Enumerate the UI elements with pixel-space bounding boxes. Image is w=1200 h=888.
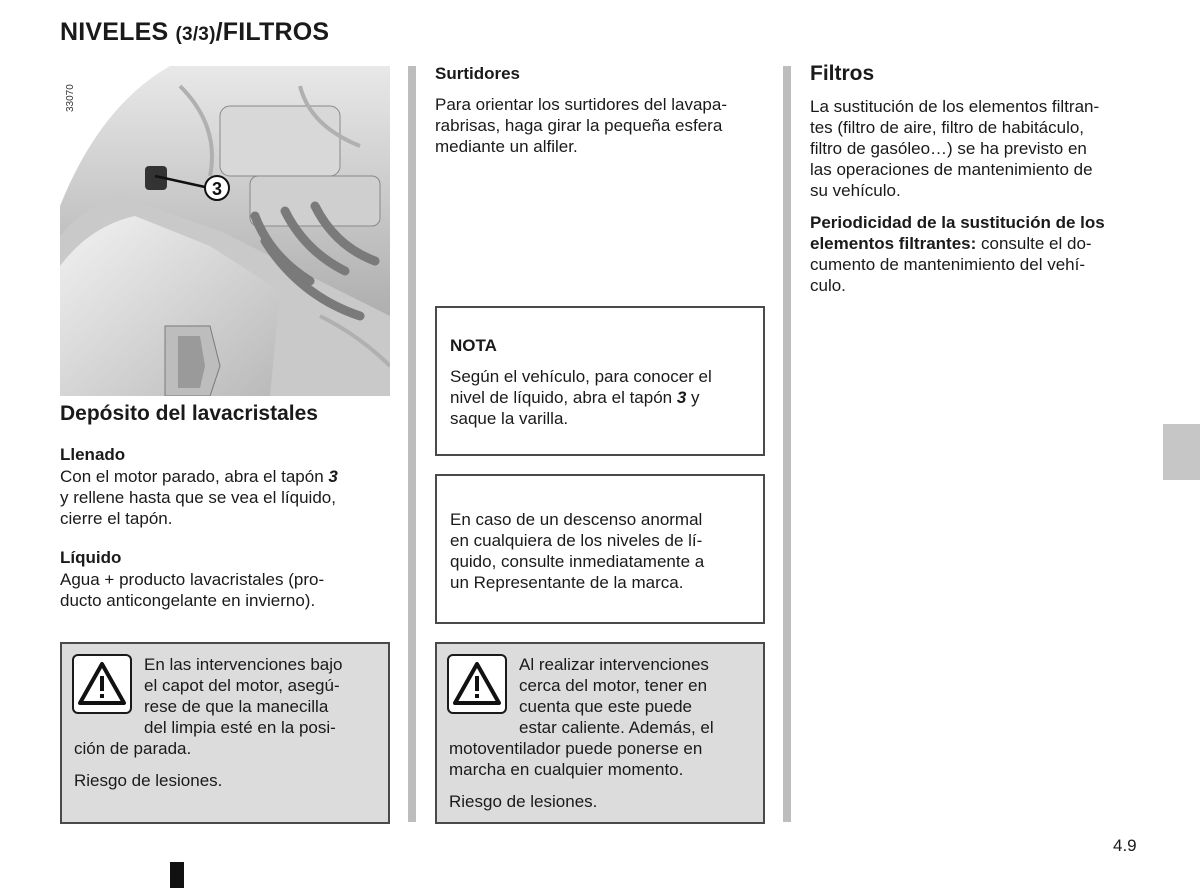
filtros-line: tes (filtro de aire, filtro de habitáculo, <box>810 118 1085 137</box>
filtros-line: las operaciones de mantenimiento de <box>810 160 1093 179</box>
llenado-heading: Llenado <box>60 445 126 464</box>
descenso-line: En caso de un descenso anormal <box>450 510 703 529</box>
llenado-text <box>60 466 390 529</box>
warning-right-line: cerca del motor, tener en <box>519 676 708 695</box>
warning-icon <box>447 654 507 714</box>
section-tab <box>1163 424 1200 480</box>
warning-right-line: motoventilador puede ponerse en <box>449 739 703 758</box>
warning-right-line: estar caliente. Además, el <box>519 718 714 737</box>
warning-left-line-last: ción de parada. <box>74 739 192 758</box>
llenado-line: Con el motor parado, abra el tapón 3 <box>60 467 338 486</box>
title-main: NIVELES <box>60 18 169 46</box>
warning-right-text <box>519 654 752 738</box>
nota-box <box>435 306 765 456</box>
filtros-heading: Filtros <box>810 62 875 85</box>
title-fraction: (3/3) <box>175 24 216 45</box>
periodicidad-line: cumento de mantenimiento del vehí- <box>810 255 1085 274</box>
engine-bay-photo <box>60 66 390 396</box>
page-title <box>60 18 329 47</box>
surtidores-text <box>435 94 765 157</box>
liquido-text <box>60 569 390 611</box>
warning-box-right <box>435 642 765 824</box>
periodicidad-tail: consulte el do- <box>981 234 1092 253</box>
descenso-text <box>450 509 752 593</box>
nota-line: saque la varilla. <box>450 409 569 428</box>
crop-mark <box>170 862 184 888</box>
warning-right-risk: Riesgo de lesiones. <box>449 792 598 811</box>
descenso-box <box>435 474 765 624</box>
nota-text <box>450 366 752 429</box>
warning-icon <box>72 654 132 714</box>
warning-left-line: el capot del motor, asegú- <box>144 676 340 695</box>
nota-line: nivel de líquido, abra el tapón 3 y <box>450 388 700 407</box>
descenso-line: en cualquiera de los niveles de lí- <box>450 531 703 550</box>
filtros-line: La sustitución de los elementos filtran- <box>810 97 1100 116</box>
periodicidad-text <box>810 212 1140 296</box>
figure-ref-code: 33070 <box>65 84 76 112</box>
periodicidad-bold-line: elementos filtrantes: <box>810 234 977 253</box>
warning-right-line: marcha en cualquier momento. <box>449 760 684 779</box>
warning-right-line: Al realizar intervenciones <box>519 655 709 674</box>
warning-right-tail <box>449 738 752 780</box>
warning-box-left <box>60 642 390 824</box>
liquido-line: ducto anticongelante en invierno). <box>60 591 316 610</box>
surtidores-line: mediante un alfiler. <box>435 137 578 156</box>
column-divider-right <box>783 66 791 822</box>
filtros-text <box>810 96 1140 201</box>
periodicidad-bold-line: Periodicidad de la sustitución de los <box>810 213 1105 232</box>
page-number: 4.9 <box>1113 836 1137 855</box>
liquido-line: Agua + producto lavacristales (pro- <box>60 570 325 589</box>
engine-illustration <box>60 66 390 396</box>
filtros-line: su vehículo. <box>810 181 901 200</box>
deposito-heading: Depósito del lavacristales <box>60 402 318 425</box>
descenso-line: un Representante de la marca. <box>450 573 684 592</box>
warning-right-line: cuenta que este puede <box>519 697 692 716</box>
nota-line: Según el vehículo, para conocer el <box>450 367 712 386</box>
surtidores-heading: Surtidores <box>435 64 521 83</box>
llenado-line: y rellene hasta que se vea el líquido, <box>60 488 336 507</box>
column-divider-left <box>408 66 416 822</box>
callout-3: 3 <box>211 179 223 199</box>
warning-left-risk: Riesgo de lesiones. <box>74 771 223 790</box>
filtros-line: filtro de gasóleo…) se ha previsto en <box>810 139 1087 158</box>
warning-left-text <box>144 654 377 738</box>
warning-left-line: del limpia esté en la posi- <box>144 718 336 737</box>
nota-heading: NOTA <box>450 336 497 355</box>
liquido-heading: Líquido <box>60 548 122 567</box>
descenso-line: quido, consulte inmediatamente a <box>450 552 705 571</box>
title-rest: /FILTROS <box>215 18 330 46</box>
warning-left-line: rese de que la manecilla <box>144 697 329 716</box>
warning-left-line: En las intervenciones bajo <box>144 655 343 674</box>
surtidores-line: Para orientar los surtidores del lavapa- <box>435 95 727 114</box>
surtidores-line: rabrisas, haga girar la pequeña esfera <box>435 116 723 135</box>
periodicidad-line: culo. <box>810 276 846 295</box>
llenado-line: cierre el tapón. <box>60 509 173 528</box>
